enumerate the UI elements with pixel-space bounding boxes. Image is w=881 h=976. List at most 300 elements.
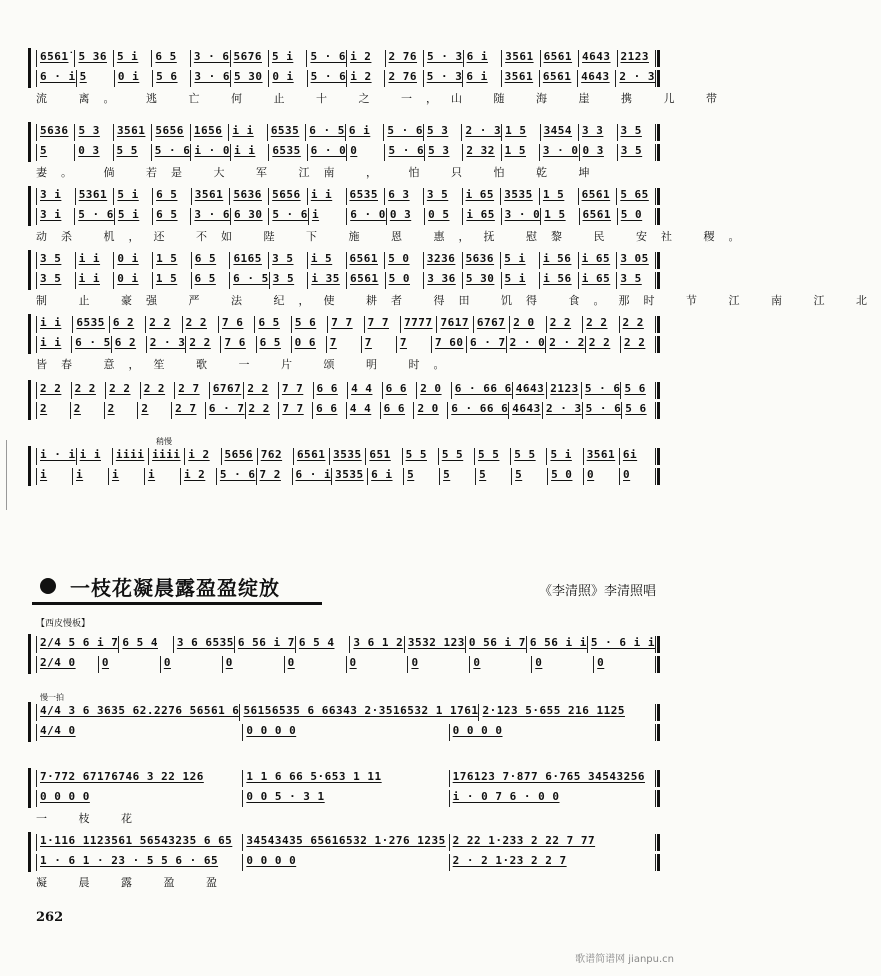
final-barline bbox=[657, 208, 660, 225]
final-barline bbox=[657, 790, 660, 807]
measure: 5 i bbox=[114, 208, 152, 225]
measure: 0 bbox=[346, 144, 384, 161]
measure: 2 2 bbox=[185, 336, 220, 353]
measure: 5 5 bbox=[438, 448, 474, 465]
system-bracket bbox=[28, 768, 31, 808]
measure: 3 3 bbox=[578, 124, 616, 141]
measure: 3 5 bbox=[269, 272, 308, 289]
measure: 4643 bbox=[512, 382, 547, 399]
measure: 6 5 bbox=[191, 252, 230, 269]
measure: 7 7 bbox=[364, 316, 400, 333]
upper-voice-row bbox=[36, 704, 656, 721]
measure: 3 i bbox=[36, 208, 74, 225]
measure: 6767 bbox=[473, 316, 509, 333]
upper-voice-row bbox=[36, 50, 656, 67]
top-system-1 bbox=[36, 122, 656, 178]
measure: 2 · 3 bbox=[615, 70, 656, 87]
page-number: 262 bbox=[36, 910, 64, 925]
measure: 6 i bbox=[462, 70, 500, 87]
measure: 5 i bbox=[500, 252, 539, 269]
measure: 3236 bbox=[423, 252, 462, 269]
measure: 7617 bbox=[436, 316, 472, 333]
rhythm-mark: 慢一拍 bbox=[40, 693, 64, 702]
measure-group bbox=[36, 656, 656, 673]
measure-group bbox=[36, 448, 656, 465]
bullet-icon bbox=[40, 578, 56, 594]
measure: i i bbox=[75, 272, 114, 289]
measure: i 2 bbox=[346, 50, 384, 67]
measure: 6 5 bbox=[191, 272, 230, 289]
measure: 0 bbox=[222, 656, 284, 673]
measure: 0 0 0 0 bbox=[36, 790, 242, 807]
measure: 6 · 5 bbox=[229, 272, 269, 289]
measure: 3454 bbox=[540, 124, 578, 141]
measure: 6 i bbox=[463, 50, 501, 67]
final-barline bbox=[657, 636, 660, 653]
measure: 5 6 bbox=[291, 316, 327, 333]
upper-voice-row bbox=[36, 834, 656, 851]
measure: 0 bbox=[469, 656, 531, 673]
tempo-change-mark: 稍慢 bbox=[156, 437, 172, 446]
measure-group bbox=[36, 854, 656, 871]
measure: 6561 bbox=[293, 448, 329, 465]
measure: 2 76 bbox=[385, 50, 423, 67]
margin-rule bbox=[6, 440, 7, 510]
measure: 6 i bbox=[345, 124, 383, 141]
measure: 5 · 6 bbox=[581, 382, 621, 399]
measure: 5656 bbox=[151, 124, 189, 141]
measure: 6535 bbox=[346, 188, 385, 205]
measure: 6 · 66 6 bbox=[447, 402, 508, 419]
measure: 7 6 bbox=[218, 316, 254, 333]
measure: 651 bbox=[365, 448, 401, 465]
measure: 5 i bbox=[113, 50, 151, 67]
measure: 7 bbox=[326, 336, 361, 353]
measure: 3 36 bbox=[423, 272, 462, 289]
song-source: 《李清照》李清照唱 bbox=[538, 584, 656, 599]
measure: 5 · 6 bbox=[216, 468, 256, 485]
measure: i 35 bbox=[307, 272, 346, 289]
measure: 2 2 bbox=[145, 316, 181, 333]
measure: i i bbox=[75, 252, 114, 269]
final-barline bbox=[657, 316, 660, 333]
measure-group bbox=[36, 704, 656, 721]
measure: 6561 bbox=[346, 252, 385, 269]
measure: 2 2 bbox=[582, 316, 618, 333]
measure: i i bbox=[230, 144, 268, 161]
measure: 5 · 3 bbox=[423, 70, 463, 87]
measure: 2/4 5 6 i 7 bbox=[36, 636, 118, 653]
measure: 2 2 bbox=[36, 382, 71, 399]
measure: 6 · 5 bbox=[71, 336, 111, 353]
measure: 3561 bbox=[501, 50, 539, 67]
measure: 6 2 bbox=[111, 336, 146, 353]
measure: 6561 bbox=[540, 50, 578, 67]
measure: 3 5 bbox=[36, 272, 75, 289]
measure: 6165 bbox=[229, 252, 268, 269]
measure: 2 2 bbox=[546, 316, 582, 333]
measure: 1 5 bbox=[540, 208, 578, 225]
measure-group bbox=[36, 724, 656, 741]
measure: 0 bbox=[346, 656, 408, 673]
final-barline bbox=[657, 468, 660, 485]
final-barline bbox=[657, 336, 660, 353]
measure: 7 7 bbox=[278, 402, 312, 419]
measure: 5 bbox=[511, 468, 547, 485]
system-bracket bbox=[28, 634, 31, 674]
measure: 6767 bbox=[209, 382, 244, 399]
measure: 1·116 1123561 56543235 6 65 bbox=[36, 834, 242, 851]
measure: 5 6 bbox=[152, 70, 190, 87]
measure: 2 bbox=[137, 402, 171, 419]
upper-voice-row bbox=[36, 316, 656, 333]
measure: 5 0 bbox=[547, 468, 583, 485]
measure: 3 05 bbox=[616, 252, 656, 269]
upper-voice-row bbox=[36, 770, 656, 787]
measure: i 2 bbox=[180, 468, 216, 485]
final-barline bbox=[657, 854, 660, 871]
measure: 2 2 bbox=[140, 382, 175, 399]
measure-group bbox=[36, 70, 656, 87]
measure: 5636 bbox=[462, 252, 501, 269]
measure-group bbox=[36, 834, 656, 851]
measure-group bbox=[36, 50, 656, 67]
lower-voice-row bbox=[36, 724, 656, 741]
measure: 6561 bbox=[346, 272, 385, 289]
bottom-system-3 bbox=[36, 832, 656, 888]
measure: 5 i bbox=[113, 188, 152, 205]
measure: i 56 bbox=[539, 252, 578, 269]
tempo-marking: 【西皮慢板】 bbox=[36, 619, 91, 629]
lower-voice-row bbox=[36, 144, 656, 161]
title-underline bbox=[32, 602, 322, 605]
measure: 6 · i bbox=[292, 468, 332, 485]
measure: 1 1 6 66 5·653 1 11 bbox=[242, 770, 448, 787]
system-bracket bbox=[28, 380, 31, 420]
lyrics-line: 妻。 倘 若是 大 军 江南 ， 怕 只 怕 乾 坤 bbox=[36, 166, 604, 179]
measure: 5 · 6 bbox=[268, 208, 308, 225]
bottom-system-1 bbox=[36, 702, 656, 742]
measure: 5 65 bbox=[616, 188, 656, 205]
measure: 5 · 3 bbox=[423, 50, 463, 67]
measure: 0 3 bbox=[579, 144, 617, 161]
top-system-5 bbox=[36, 380, 656, 420]
measure: 0 3 bbox=[386, 208, 424, 225]
measure: 5 0 bbox=[617, 208, 656, 225]
measure: 2 2 bbox=[71, 382, 106, 399]
measure: 5 bbox=[475, 468, 511, 485]
final-barline bbox=[657, 50, 660, 67]
measure: 2 2 bbox=[585, 336, 620, 353]
measure-group bbox=[36, 208, 656, 225]
measure: 3 · 6 bbox=[190, 70, 230, 87]
measure: 3 5 bbox=[617, 144, 656, 161]
measure: 2 2 bbox=[182, 316, 218, 333]
measure: 0 bbox=[284, 656, 346, 673]
measure-group bbox=[36, 336, 656, 353]
measure: 6 6 bbox=[313, 382, 348, 399]
measure: 2 0 bbox=[413, 402, 447, 419]
measure: 762 bbox=[257, 448, 293, 465]
measure: 2 · 3 bbox=[146, 336, 186, 353]
measure: 5676 bbox=[230, 50, 268, 67]
measure: 0 i bbox=[114, 70, 152, 87]
measure: 4 4 bbox=[346, 402, 380, 419]
final-barline bbox=[657, 272, 660, 289]
measure: 3 · 6 bbox=[190, 50, 230, 67]
measure: 5 5 bbox=[510, 448, 546, 465]
measure: 3 6 1 2 bbox=[349, 636, 404, 653]
measure: 0 3 bbox=[74, 144, 112, 161]
measure: i i bbox=[228, 124, 266, 141]
measure: 0 i bbox=[113, 252, 152, 269]
top-system-4 bbox=[36, 314, 656, 370]
measure: 6 · 5 bbox=[305, 124, 345, 141]
measure: i · i bbox=[36, 448, 76, 465]
final-barline bbox=[657, 188, 660, 205]
measure: 2 76 bbox=[384, 70, 422, 87]
measure: 4643 bbox=[508, 402, 542, 419]
measure: i bbox=[108, 468, 144, 485]
lyrics-line: 皆春 意，笙 歌 一 片 颂 明 时。 bbox=[36, 358, 459, 371]
measure: 5 6 bbox=[620, 382, 656, 399]
measure: 2 2 bbox=[619, 316, 656, 333]
measure: 5636 bbox=[229, 188, 268, 205]
measure: 7777 bbox=[400, 316, 436, 333]
measure: 5 bbox=[439, 468, 475, 485]
measure: 4643 bbox=[578, 50, 616, 67]
measure-group bbox=[36, 252, 656, 269]
measure: 1 · 6 1 · 23 · 5 5 6 · 65 bbox=[36, 854, 242, 871]
measure: 2 · 2 bbox=[545, 336, 585, 353]
final-barline bbox=[657, 70, 660, 87]
measure: 5 3 bbox=[423, 124, 461, 141]
measure: 0 bbox=[160, 656, 222, 673]
measure: 5 3 bbox=[424, 144, 462, 161]
measure: 4643 bbox=[577, 70, 615, 87]
measure: 0 bbox=[593, 656, 656, 673]
measure: i bbox=[144, 468, 180, 485]
measure: 2 2 bbox=[243, 382, 278, 399]
measure: 0 bbox=[531, 656, 593, 673]
final-barline bbox=[657, 770, 660, 787]
measure: 5656 bbox=[221, 448, 257, 465]
final-barline bbox=[657, 724, 660, 741]
measure: 0 bbox=[407, 656, 469, 673]
measure: 6 · 7 bbox=[205, 402, 245, 419]
measure: 3535 bbox=[329, 448, 365, 465]
measure: 0 bbox=[583, 468, 619, 485]
measure: 1 5 bbox=[539, 188, 578, 205]
measure: 1 5 bbox=[152, 272, 191, 289]
lower-voice-row bbox=[36, 790, 656, 807]
measure: 5 0 bbox=[385, 272, 424, 289]
measure: 2 · 3 bbox=[461, 124, 501, 141]
measure: 4 4 bbox=[347, 382, 382, 399]
measure: 1 5 bbox=[501, 144, 539, 161]
lyrics-line: 流 离。 逃 亡 何 止 十 之 一，山 随 海 崖 携 儿 带 bbox=[36, 92, 731, 105]
measure: 2·123 5·655 216 1125 bbox=[478, 704, 656, 721]
measure-group bbox=[36, 468, 656, 485]
final-barline bbox=[657, 704, 660, 721]
measure-group bbox=[36, 144, 656, 161]
measure: 6 6 bbox=[312, 402, 346, 419]
measure: 2123 bbox=[546, 382, 581, 399]
system-bracket bbox=[28, 186, 31, 226]
measure: 5 5 bbox=[113, 144, 151, 161]
measure: 3 5 bbox=[423, 188, 462, 205]
measure: 5 · 6 bbox=[151, 144, 191, 161]
measure: i bbox=[72, 468, 108, 485]
measure: i i bbox=[36, 316, 72, 333]
measure: 5 36 bbox=[74, 50, 112, 67]
measure: 2123 bbox=[617, 50, 656, 67]
measure: 6561̇ bbox=[36, 50, 74, 67]
lower-voice-row bbox=[36, 402, 656, 419]
measure: 5 · 6 i i bbox=[587, 636, 656, 653]
lower-voice-row bbox=[36, 336, 656, 353]
measure: 2/4 0 bbox=[36, 656, 98, 673]
measure-group bbox=[36, 124, 656, 141]
measure: i i bbox=[307, 188, 346, 205]
measure: 7 7 bbox=[327, 316, 363, 333]
measure: 5636 bbox=[36, 124, 74, 141]
measure: 56156535 6 66343 2·3516532 1 1761 bbox=[239, 704, 478, 721]
measure: 5 i bbox=[501, 272, 540, 289]
system-bracket bbox=[28, 832, 31, 872]
measure: i bbox=[308, 208, 346, 225]
measure: i 65 bbox=[462, 208, 500, 225]
measure: 6 5 4 bbox=[118, 636, 173, 653]
measure: i 65 bbox=[578, 252, 617, 269]
measure: 4/4 3 6 3635 62.2276 56561 6 bbox=[36, 704, 239, 721]
measure-group bbox=[36, 188, 656, 205]
top-system-3 bbox=[36, 250, 881, 307]
measure: 7 bbox=[361, 336, 396, 353]
measure: 0 i bbox=[268, 70, 306, 87]
measure: 3 5 bbox=[268, 252, 307, 269]
measure: 3 · 0 bbox=[501, 208, 541, 225]
measure: 6 5 bbox=[256, 336, 291, 353]
measure: 3 6 6535 bbox=[173, 636, 234, 653]
measure: 5 bbox=[76, 70, 114, 87]
measure: 7 7 bbox=[278, 382, 313, 399]
measure: 6 6 bbox=[382, 382, 417, 399]
measure: 6535 bbox=[267, 124, 305, 141]
final-barline bbox=[657, 144, 660, 161]
measure: 5 · 6 bbox=[74, 208, 114, 225]
watermark: 歌谱简谱网 jianpu.cn bbox=[575, 954, 674, 965]
measure: 5 30 bbox=[462, 272, 501, 289]
measure: 7 6 bbox=[220, 336, 255, 353]
measure: 5 3 bbox=[74, 124, 112, 141]
measure: 3 5 bbox=[36, 252, 75, 269]
measure: 5 6 bbox=[621, 402, 656, 419]
measure: i 65 bbox=[578, 272, 617, 289]
measure: 3561 bbox=[501, 70, 539, 87]
measure-group bbox=[36, 382, 656, 399]
measure: 4/4 0 bbox=[36, 724, 242, 741]
measure: 6 3 bbox=[384, 188, 423, 205]
measure: 5 · 6 bbox=[383, 124, 423, 141]
measure: 0 0 5 · 3 1 bbox=[242, 790, 448, 807]
measure: 3 · 6 bbox=[190, 208, 230, 225]
measure: 6535 bbox=[72, 316, 108, 333]
upper-voice-row bbox=[36, 636, 656, 653]
measure: 2 22 1·233 2 22 7 77 bbox=[449, 834, 656, 851]
lower-voice-row bbox=[36, 854, 656, 871]
measure: 7 bbox=[396, 336, 431, 353]
measure-group bbox=[36, 790, 656, 807]
measure: 3 · 0 bbox=[539, 144, 579, 161]
system-bracket bbox=[28, 314, 31, 354]
measure: 6 56 i 7 bbox=[234, 636, 295, 653]
lower-voice-row bbox=[36, 468, 656, 485]
song-heading bbox=[32, 566, 662, 606]
measure: 6561 bbox=[579, 208, 617, 225]
system-bracket bbox=[28, 446, 31, 486]
measure: 5 · 6 bbox=[582, 402, 622, 419]
measure: 7 60 bbox=[431, 336, 466, 353]
measure-group bbox=[36, 770, 656, 787]
measure: i i bbox=[36, 336, 71, 353]
measure: 2 2 bbox=[620, 336, 656, 353]
measure: 3535 bbox=[500, 188, 539, 205]
measure: 7 2 bbox=[256, 468, 292, 485]
measure: 5 · 6 bbox=[307, 70, 347, 87]
measure: 5 i bbox=[546, 448, 582, 465]
system-bracket bbox=[28, 250, 31, 290]
measure: 2 2 bbox=[105, 382, 140, 399]
measure: 6 5 bbox=[152, 188, 191, 205]
measure: 6 5 bbox=[152, 208, 190, 225]
measure: 6 · 7 bbox=[466, 336, 506, 353]
measure-group bbox=[36, 402, 656, 419]
upper-voice-row bbox=[36, 188, 656, 205]
measure: 3532 123 bbox=[404, 636, 465, 653]
measure: 2 0 bbox=[509, 316, 545, 333]
lyrics-line: 凝 晨 露 盈 盈 bbox=[36, 876, 231, 889]
measure: i 2 bbox=[346, 70, 384, 87]
measure: 3535 bbox=[331, 468, 367, 485]
measure: 5656 bbox=[268, 188, 307, 205]
measure: 6 · 0 bbox=[307, 144, 347, 161]
measure: 0 bbox=[619, 468, 656, 485]
measure: 6 · i bbox=[36, 70, 76, 87]
final-barline bbox=[657, 382, 660, 399]
measure: i i bbox=[76, 448, 112, 465]
measure: 6 i bbox=[367, 468, 403, 485]
lower-voice-row bbox=[36, 272, 656, 289]
measure: 6 6 bbox=[380, 402, 414, 419]
measure: 3561 bbox=[191, 188, 230, 205]
measure: 2 bbox=[104, 402, 138, 419]
measure: i 2 bbox=[184, 448, 220, 465]
measure: 2 bbox=[36, 402, 70, 419]
measure-group bbox=[36, 636, 656, 653]
measure: 5 · 6 bbox=[306, 50, 346, 67]
final-barline bbox=[657, 448, 660, 465]
measure: i 65 bbox=[462, 188, 501, 205]
measure: 6561 bbox=[539, 70, 577, 87]
measure: 0 56 i 7 bbox=[465, 636, 526, 653]
measure: 5 i bbox=[268, 50, 306, 67]
song-title: 一枝花凝晨露盈盈绽放 bbox=[70, 576, 280, 600]
measure: iiii bbox=[148, 448, 184, 465]
lyrics-line: 制 止 豪强 严 法 纪，使 耕者 得田 饥得 食。那时 节 江 南 江 北 bbox=[36, 294, 881, 307]
measure: 2 · 3 bbox=[542, 402, 582, 419]
measure: 5 · 6 bbox=[384, 144, 424, 161]
